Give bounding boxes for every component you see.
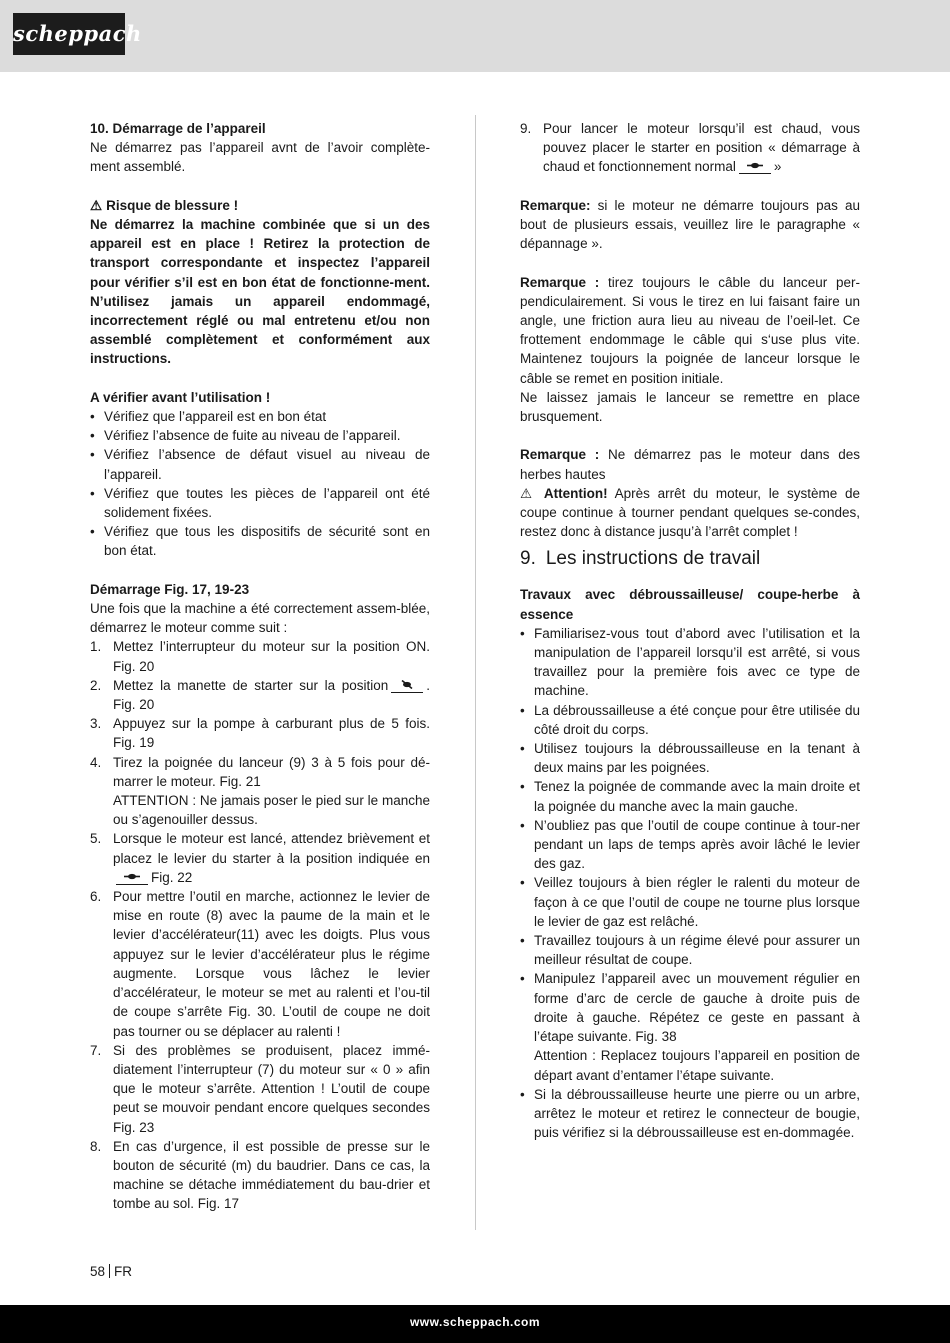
check-list — [90, 407, 430, 561]
work-title: Travaux avec débroussailleuse/ coupe-herbe à essence — [520, 587, 860, 622]
remark-2 — [520, 273, 860, 388]
page-footer — [0, 1305, 950, 1343]
step-number: 7. — [90, 1042, 102, 1058]
remark-text: Ne démarrez pas le moteur dans des herbes hautes — [520, 447, 860, 482]
section-10-text: Ne démarrez pas l’appareil avnt de l’avoir complète-ment assemblé. — [90, 140, 430, 175]
list-item: • Vérifiez que toutes les pièces de l’appareil ont été solidement fixées. — [90, 484, 430, 522]
step-3 — [90, 714, 430, 752]
page-number-value: 58 — [90, 1264, 106, 1279]
step-number: 6. — [90, 889, 102, 905]
remark-text: tirez toujours le câble du lanceur per-pendiculairement. Si vous le tirez en lui faisant faire un angle, une friction aura lieu au niveau de l’oeil-let. Ce frottement endommage le câble qui s‘use plus vite. Maintenez toujours la poignée de lanceur lorsque le câble se remet en position initiale. — [520, 274, 860, 386]
remark-3 — [520, 445, 860, 483]
list-item: • Familiarisez-vous tout d’abord avec l’utilisation et la manipulation de l’appareil lorsqu’il est arrêté, si vous travaillez pour la première fois avec ce type de machine. — [520, 624, 860, 701]
step-text: Mettez l’interrupteur du moteur sur la position ON. Fig. 20 — [113, 639, 430, 674]
page-number — [90, 1264, 132, 1279]
list-item: • Utilisez toujours la débroussailleuse en la tenant à deux mains par les poignées. — [520, 739, 860, 777]
step-number: 2. — [90, 677, 102, 693]
warning-triangle-icon: ⚠ — [90, 197, 103, 213]
risk-text: Ne démarrez la machine combinée que si un des appareil est en place ! Retirez la protection de transport correspondante et inspectez l’appareil pour vérifier s’il est en bon état de fonctionne-ment. N’utilisez jamais un appareil endommagé, incorrectement réglé ou mal entretenu et/ou non assemblé complètement et conformément aux instructions. — [90, 217, 430, 367]
language-code: FR — [114, 1264, 133, 1279]
list-item: • Vérifiez l’absence de défaut visuel au niveau de l’appareil. — [90, 445, 430, 483]
warning-triangle-icon: ⚠ — [520, 485, 533, 501]
list-item: • Si la débroussailleuse heurte une pierre ou un arbre, arrêtez le moteur et retirez le connecteur de bougie, puis vérifiez si la débroussailleuse est en-dommagée. — [520, 1085, 860, 1143]
step-number: 8. — [90, 1138, 102, 1154]
step-5 — [90, 829, 430, 887]
step-text: Pour lancer le moteur lorsqu’il est chaud, vous pouvez placer le starter en position « démarrage à chaud et fonctionnement normal — [543, 121, 860, 175]
step-number: 3. — [90, 716, 102, 732]
remark-label: Remarque: — [520, 197, 591, 213]
step-number: 4. — [90, 754, 102, 770]
remark-2-continued: Ne laissez jamais le lanceur se remettre en place brusquement. — [520, 389, 860, 425]
left-column — [90, 119, 430, 1214]
remark-label: Remarque : — [520, 274, 600, 290]
check-title: A vérifier avant l’utilisation ! — [90, 389, 271, 405]
section-10-title: 10. Démarrage de l’appareil — [90, 121, 266, 136]
attention-note — [520, 484, 860, 542]
risk-title-text: Risque de blessure ! — [106, 197, 239, 213]
section-number: 9. — [520, 548, 536, 570]
list-item: • Vérifiez que tous les dispositifs de sécurité sont en bon état. — [90, 522, 430, 560]
step-text: Lorsque le moteur est lancé, attendez brièvement et placez le levier du starter à la position indiquée en — [113, 831, 430, 866]
step-number: 9. — [520, 121, 532, 136]
risk-title — [90, 196, 430, 215]
remark-label: Remarque : — [520, 447, 600, 463]
remark-text: si le moteur ne démarre toujours pas au bout de plusieurs essais, veuillez lire le paragraphe « dépannage ». — [520, 197, 860, 252]
start-intro: Une fois que la machine a été correctement assem-blée, démarrez le moteur comme suit : — [90, 601, 430, 636]
list-item-text: Manipulez l’appareil avec un mouvement régulier en forme d’arc de cercle de gauche à droite puis de droite à gauche. Répétez ce geste en passant à l’étape suivante. Fig. 38 — [534, 971, 860, 1045]
step-text: En cas d’urgence, il est possible de presse sur le bouton de sécurité (m) du baudrier. Dans ce cas, la machine se détache immédiatement du bau-drier et tombe au sol. Fig. 17 — [113, 1138, 430, 1212]
list-item: • Vérifiez que l’appareil est en bon état — [90, 407, 430, 426]
page-header — [0, 0, 950, 72]
attention-text: Après arrêt du moteur, le système de coupe continue à tourner pendant quelques se-condes, restez donc à distance jusqu’à l’arrêt complet ! — [520, 485, 860, 540]
step-8 — [90, 1137, 430, 1214]
step-text: Pour mettre l’outil en marche, actionnez le levier de mise en route (8) avec la paume de la main et le levier d’accélérateur(11) avec les doigts. Plus vous appuyez sur le levier d’accélérateur plus le régime augmente. Lorsque vous lâchez le levier d’accélérateur, le moteur se met au ralenti et l’ou-til de coupe s’arrête Fig. 30. L’outil de coupe ne doit pas tourner ou se déplacer au ralenti ! — [113, 889, 430, 1039]
list-item: • N’oubliez pas que l’outil de coupe continue à tour-ner pendant un laps de temps après avoir lâché le levier des gaz. — [520, 816, 860, 874]
list-item: • La débroussailleuse a été conçue pour être utilisée du côté droit du corps. — [520, 701, 860, 739]
step-text: Appuyez sur la pompe à carburant plus de 5 fois. Fig. 19 — [113, 716, 430, 751]
remark-1 — [520, 196, 860, 254]
start-steps — [90, 637, 430, 1213]
step-text: Si des problèmes se produisent, placez immé-diatement l’interrupteur (7) du moteur sur « 0 » afin que le moteur s’arrête. Attention ! L’outil de coupe peut se mouvoir pendant encore quelques secondes Fig. 23 — [113, 1042, 430, 1135]
step-number: 5. — [90, 831, 102, 847]
step-1 — [90, 637, 430, 675]
choke-open-icon — [739, 158, 771, 174]
choke-closed-icon — [391, 677, 423, 693]
list-item-note: Attention : Replacez toujours l’appareil en position de départ avant d’entamer l’étape suivante. — [534, 1048, 860, 1083]
website-url: www.scheppach.com — [409, 1315, 541, 1329]
start-title: Démarrage Fig. 17, 19-23 — [90, 581, 250, 597]
right-column — [520, 119, 860, 1142]
column-divider — [475, 115, 476, 1230]
page-separator — [109, 1264, 110, 1278]
list-item: • Tenez la poignée de commande avec la main droite et la poignée du manche avec la main gauche. — [520, 777, 860, 815]
step-2 — [90, 676, 430, 714]
step-text-end: Fig. 22 — [151, 869, 193, 885]
list-item: • Vérifiez l’absence de fuite au niveau de l’appareil. — [90, 426, 430, 445]
step-warning: ATTENTION : Ne jamais poser le pied sur le manche ou s’agenouiller dessus. — [113, 793, 430, 828]
step-text-end: » — [773, 159, 782, 175]
section-title: Les instructions de travail — [545, 548, 761, 570]
list-item: • Travaillez toujours à un régime élevé pour assurer un meilleur résultat de coupe. — [520, 931, 860, 969]
step-number: 1. — [90, 639, 102, 655]
start-steps-continued — [520, 119, 860, 177]
list-item: • Veillez toujours à bien régler le ralenti du moteur de façon à ce que l’outil de coupe ne tourne plus lorsque le levier de gaz est relâché. — [520, 873, 860, 931]
attention-label: Attention! — [543, 485, 608, 501]
step-4 — [90, 753, 430, 830]
step-7 — [90, 1041, 430, 1137]
step-9 — [520, 119, 860, 177]
choke-open-icon — [116, 869, 148, 885]
step-6 — [90, 887, 430, 1041]
step-text: Tirez la poignée du lanceur (9) 3 à 5 fois pour dé-marrer le moteur. Fig. 21 — [113, 754, 430, 789]
work-list — [520, 624, 860, 1142]
step-text-end: . Fig. 20 — [113, 677, 430, 713]
brand-logo: scheppach — [13, 13, 125, 55]
section-9-heading — [520, 547, 860, 571]
list-item — [520, 969, 860, 1084]
step-text: Mettez la manette de starter sur la position — [113, 677, 389, 693]
